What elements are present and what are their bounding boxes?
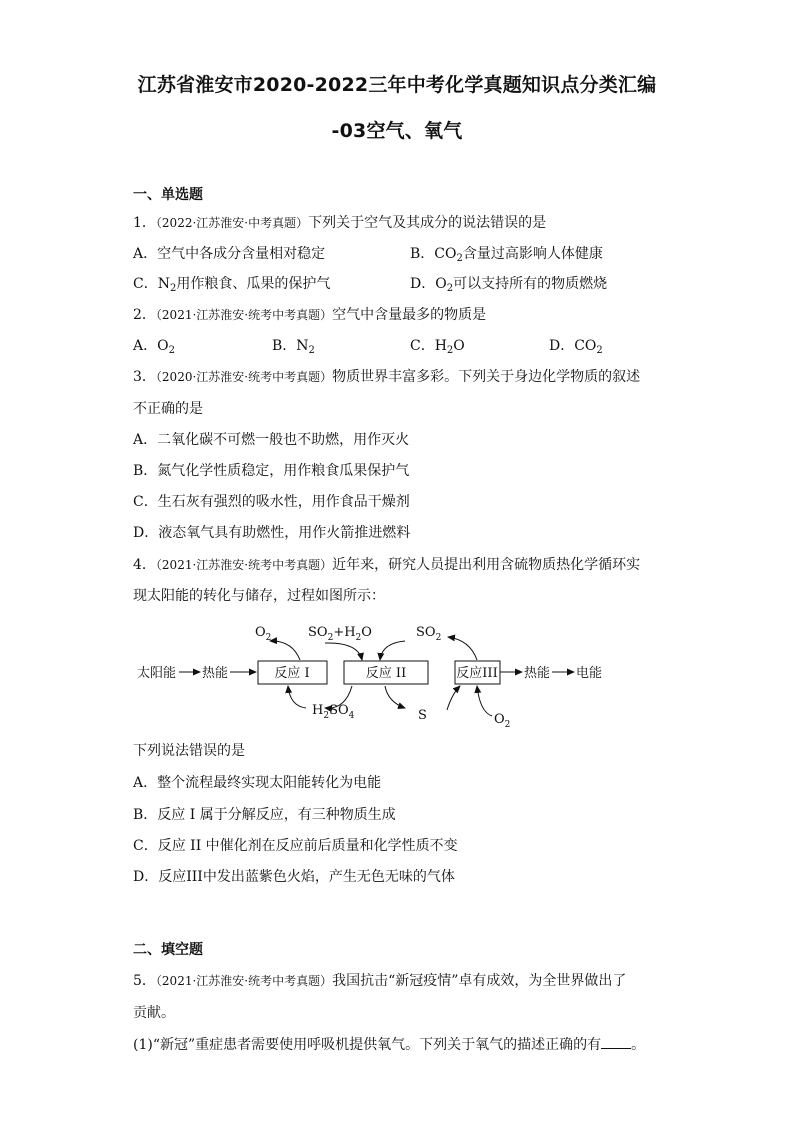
question-2-option-a: A．$O_2$ (133, 338, 175, 356)
arrow-so2-to-r2 (380, 641, 405, 660)
question-4-option-d: D．反应III中发出蓝紫色火焰，产生无色无味的气体 (133, 869, 455, 885)
label-reaction-2: 反应 II (365, 666, 407, 681)
question-1-option-a: A．空气中各成分含量相对稳定 (133, 246, 326, 262)
question-number: 4． (133, 557, 156, 573)
question-3-stem-line2: 不正确的是 (133, 401, 203, 417)
answer-blank[interactable] (601, 1036, 631, 1049)
question-2-option-d: D．$CO_2$ (549, 338, 603, 356)
label-heat-energy-2: 热能 (524, 666, 551, 681)
question-text: 近年来，研究人员提出利用含硫物质热化学循环实 (332, 557, 641, 573)
question-text: 我国抗击“新冠疫情”卓有成效，为全世界做出了 (332, 973, 627, 989)
question-1-option-b: B．$CO_2$含量过高影响人体健康 (410, 246, 603, 264)
question-4-ask: 下列说法错误的是 (133, 743, 245, 759)
question-number: 5． (133, 973, 156, 989)
question-4-stem-line2: 现太阳能的转化与储存，过程如图所示： (133, 588, 385, 604)
question-source: （2020·江苏淮安·统考中考真题） (155, 370, 333, 384)
label-reaction-1: 反应 I (274, 666, 310, 681)
section-heading-single-choice: 一、单选题 (133, 187, 203, 203)
question-source: （2021·江苏淮安·统考中考真题） (155, 308, 333, 322)
label-so2-top: $SO_2$ (416, 625, 442, 643)
label-so2-h2o: $SO_2+H_2O$ (308, 625, 372, 643)
question-number: 2． (133, 307, 156, 323)
question-number: 3． (133, 369, 156, 385)
question-2-option-c: C．$H_2O$ (410, 338, 465, 356)
question-text: 空气中含量最多的物质是 (332, 307, 487, 323)
arrow-r1-to-o2 (270, 641, 300, 660)
section-heading-fill-blank: 二、填空题 (133, 942, 203, 958)
arrow-so2h2o-to-r2 (325, 643, 362, 660)
question-3-option-d: D．液态氧气具有助燃性，用作火箭推进燃料 (133, 525, 411, 541)
question-4-option-a: A．整个流程最终实现太阳能转化为电能 (133, 775, 382, 791)
label-electric-energy: 电能 (576, 666, 603, 681)
question-3-option-c: C．生石灰有强烈的吸水性，用作食品干燥剂 (133, 494, 410, 510)
arrow-h2so4-to-r1 (288, 686, 306, 708)
label-h2so4: $H_2SO_4$ (312, 703, 355, 721)
question-text: 下列关于空气及其成分的说法错误的是 (308, 215, 547, 231)
question-5-stem-line2: 贡献。 (133, 1005, 175, 1021)
question-3-option-a: A．二氧化碳不可燃一般也不助燃，用作灭火 (133, 432, 410, 448)
question-3-option-b: B．氮气化学性质稳定，用作粮食瓜果保护气 (133, 463, 410, 479)
question-source: （2022·江苏淮安·中考真题） (155, 216, 309, 230)
question-5-subquestion-1: (1)“新冠”重症患者需要使用呼吸机提供氧气。下列关于氧气的描述正确的有 。 (133, 1037, 646, 1053)
arrow-r3-to-so2 (448, 637, 477, 660)
question-source: （2021·江苏淮安·统考中考真题） (155, 974, 333, 988)
question-5-stem-line1 (133, 972, 626, 990)
question-2-option-b: B．$N_2$ (272, 338, 315, 356)
label-sulfur: S (418, 708, 427, 723)
label-reaction-3: 反应III (456, 666, 498, 681)
label-o2-top: $O_2$ (255, 625, 272, 643)
label-solar-energy: 太阳能 (137, 666, 177, 681)
question-4-option-c: C．反应 II 中催化剂在反应前后质量和化学性质不变 (133, 838, 458, 854)
document-title-line1: 江苏省淮安市2020-2022三年中考化学真题知识点分类汇编 (137, 74, 657, 96)
arrow-s-to-r3 (447, 686, 460, 710)
question-number: 1． (133, 215, 156, 231)
label-heat-energy-1: 热能 (202, 666, 229, 681)
arrow-r2-to-s (385, 686, 405, 708)
label-o2-bottom: $O_2$ (494, 712, 511, 730)
arrow-o2-to-r3 (477, 686, 492, 716)
question-source: （2021·江苏淮安·统考中考真题） (155, 558, 333, 572)
question-1-option-d: D．$O_2$可以支持所有的物质燃烧 (410, 276, 608, 294)
question-1-option-c: C．$N_2$用作粮食、瓜果的保护气 (133, 276, 331, 294)
question-text: 物质世界丰富多彩。下列关于身边化学物质的叙述 (332, 369, 641, 385)
question-4-option-b: B．反应 I 属于分解反应，有三种物质生成 (133, 807, 396, 823)
document-title-line2: -03空气、氧气 (331, 120, 463, 142)
